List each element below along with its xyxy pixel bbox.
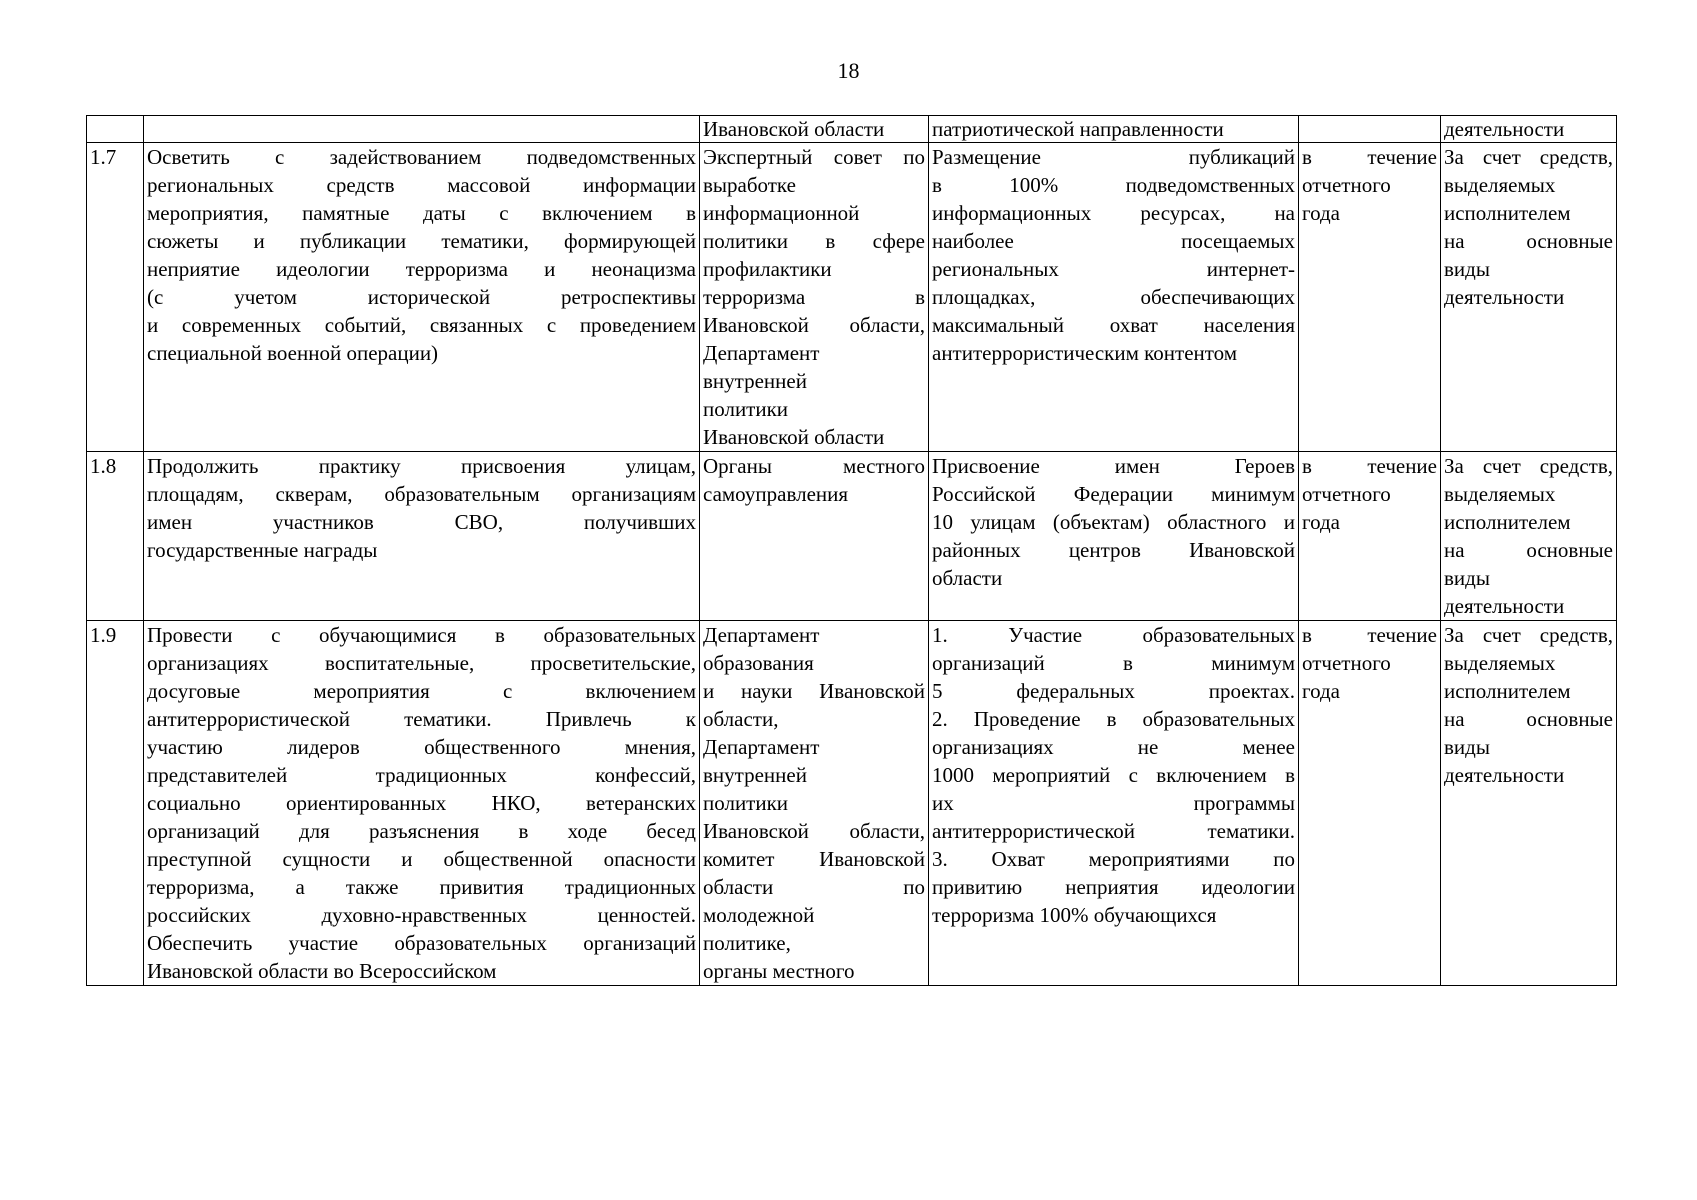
- text-line: отчетного: [1302, 482, 1391, 506]
- text-line: государственные награды: [147, 538, 378, 562]
- text-line: 1. Участие образовательных: [932, 623, 1295, 647]
- text-line: представителей традиционных конфессий,: [147, 763, 696, 787]
- text-line: Продолжить практику присвоения улицам,: [147, 454, 696, 478]
- cell-action: [144, 143, 700, 452]
- text-line: Ивановской области,: [703, 313, 925, 337]
- text-line: и современных событий, связанных с проведением: [147, 313, 696, 337]
- text-line: Департамент: [703, 341, 820, 365]
- text-line: Осветить с задействованием подведомственных: [147, 145, 696, 169]
- text-line: антитеррористической тематики.: [932, 819, 1295, 843]
- text-line: и науки Ивановской: [703, 679, 925, 703]
- cell-num: [87, 116, 144, 143]
- row-number: 1.8: [87, 452, 144, 621]
- cell-result: [929, 452, 1299, 621]
- text-line: организаций в минимум: [932, 651, 1295, 675]
- text-line: терроризма 100% обучающихся: [932, 903, 1217, 927]
- text-line: выработке: [703, 173, 796, 197]
- text-line: социально ориентированных НКО, ветеранских: [147, 791, 696, 815]
- text-line: информационной: [703, 201, 860, 225]
- text-line: информационных ресурсах, на: [932, 201, 1295, 225]
- text-line: 3. Охват мероприятиями по: [932, 847, 1295, 871]
- text-line: Присвоение имен Героев: [932, 454, 1295, 478]
- text-line: профилактики: [703, 257, 832, 281]
- text-line: За счет средств,: [1444, 623, 1613, 647]
- text-line: деятельности: [1444, 285, 1565, 309]
- cell-deadline: [1299, 143, 1441, 452]
- text-line: Департамент: [703, 623, 820, 647]
- cell-responsible: Ивановской области: [700, 116, 929, 143]
- text-line: комитет Ивановской: [703, 847, 925, 871]
- text-line: 10 улицам (объектам) областного и: [932, 510, 1295, 534]
- text-line: 5 федеральных проектах.: [932, 679, 1295, 703]
- text-line: виды: [1444, 735, 1490, 759]
- text-line: в течение: [1302, 454, 1437, 478]
- text-line: в течение: [1302, 145, 1437, 169]
- text-line: 1000 мероприятий с включением в: [932, 763, 1295, 787]
- table-row: [87, 143, 1617, 452]
- text-line: российских духовно-нравственных ценностей.: [147, 903, 696, 927]
- table-row: [87, 621, 1617, 986]
- text-line: (с учетом исторической ретроспективы: [147, 285, 696, 309]
- text-line: исполнителем: [1444, 201, 1571, 225]
- text-line: мероприятия, памятные даты с включением в: [147, 201, 696, 225]
- text-line: года: [1302, 679, 1340, 703]
- text-line: региональных средств массовой информации: [147, 173, 696, 197]
- cell-result: [929, 621, 1299, 986]
- text-line: региональных интернет-: [932, 257, 1295, 281]
- action-plan-table: [86, 115, 1617, 986]
- text-line: площадках, обеспечивающих: [932, 285, 1295, 309]
- text-line: политики в сфере: [703, 229, 925, 253]
- text-line: За счет средств,: [1444, 145, 1613, 169]
- cell-responsible: [700, 621, 929, 986]
- text-line: в 100% подведомственных: [932, 173, 1295, 197]
- text-line: внутренней: [703, 369, 807, 393]
- text-line: области,: [703, 707, 779, 731]
- text-line: 2. Проведение в образовательных: [932, 707, 1295, 731]
- text-line: выделяемых: [1444, 173, 1556, 197]
- text-line: Провести с обучающимися в образовательных: [147, 623, 696, 647]
- page-number: 18: [837, 58, 860, 83]
- text-line: выделяемых: [1444, 651, 1556, 675]
- text-line: их программы: [932, 791, 1295, 815]
- text-line: на основные: [1444, 538, 1613, 562]
- cell-deadline: [1299, 621, 1441, 986]
- text-line: в течение: [1302, 623, 1437, 647]
- cell-responsible: [700, 452, 929, 621]
- text-line: терроризма, а также привития традиционных: [147, 875, 696, 899]
- text-line: имен участников СВО, получивших: [147, 510, 696, 534]
- table-row: [87, 452, 1617, 621]
- cell-deadline: [1299, 452, 1441, 621]
- text-line: Обеспечить участие образовательных организаций: [147, 931, 696, 955]
- text-line: года: [1302, 510, 1340, 534]
- text-line: организациях не менее: [932, 735, 1295, 759]
- text-line: Российской Федерации минимум: [932, 482, 1295, 506]
- cell-responsible: [700, 143, 929, 452]
- text-line: Органы местного: [703, 454, 925, 478]
- text-line: наиболее посещаемых: [932, 229, 1295, 253]
- text-line: исполнителем: [1444, 679, 1571, 703]
- text-line: участию лидеров общественного мнения,: [147, 735, 696, 759]
- text-line: виды: [1444, 566, 1490, 590]
- table-row-continuation: [87, 116, 1617, 143]
- cell-result: [929, 143, 1299, 452]
- text-line: терроризма в: [703, 285, 925, 309]
- cell-funding: [1441, 621, 1617, 986]
- text-line: антитеррористическим контентом: [932, 341, 1238, 365]
- text-line: отчетного: [1302, 651, 1391, 675]
- text-line: выделяемых: [1444, 482, 1556, 506]
- text-line: Экспертный совет по: [703, 145, 925, 169]
- text-line: деятельности: [1444, 594, 1565, 618]
- text-line: площадям, скверам, образовательным организациям: [147, 482, 696, 506]
- cell-funding: деятельности: [1441, 116, 1617, 143]
- text-line: районных центров Ивановской: [932, 538, 1295, 562]
- text-line: Департамент: [703, 735, 820, 759]
- cell-action: [144, 621, 700, 986]
- row-number: 1.9: [87, 621, 144, 986]
- text-line: привитию неприятия идеологии: [932, 875, 1295, 899]
- text-line: на основные: [1444, 229, 1613, 253]
- text-line: организаций для разъяснения в ходе бесед: [147, 819, 696, 843]
- cell-result: патриотической направленности: [929, 116, 1299, 143]
- text-line: Размещение публикаций: [932, 145, 1295, 169]
- text-line: Ивановской области: [703, 425, 885, 449]
- text-line: неприятие идеологии терроризма и неонацизма: [147, 257, 696, 281]
- text-line: политики: [703, 397, 789, 421]
- text-line: специальной военной операции): [147, 341, 439, 365]
- text-line: области по: [703, 875, 925, 899]
- text-line: антитеррористической тематики. Привлечь к: [147, 707, 696, 731]
- cell-funding: [1441, 452, 1617, 621]
- text-line: Ивановской области во Всероссийском: [147, 959, 497, 983]
- text-line: досуговые мероприятия с включением: [147, 679, 696, 703]
- cell-action: [144, 452, 700, 621]
- cell-funding: [1441, 143, 1617, 452]
- text-line: образования: [703, 651, 814, 675]
- cell-action: [144, 116, 700, 143]
- text-line: За счет средств,: [1444, 454, 1613, 478]
- text-line: молодежной: [703, 903, 815, 927]
- text-line: самоуправления: [703, 482, 849, 506]
- text-line: на основные: [1444, 707, 1613, 731]
- text-line: отчетного: [1302, 173, 1391, 197]
- text-line: политике,: [703, 931, 791, 955]
- text-line: политики: [703, 791, 789, 815]
- text-line: виды: [1444, 257, 1490, 281]
- text-line: органы местного: [703, 959, 855, 983]
- text-line: года: [1302, 201, 1340, 225]
- text-line: сюжеты и публикации тематики, формирующей: [147, 229, 696, 253]
- text-line: преступной сущности и общественной опасности: [147, 847, 696, 871]
- text-line: исполнителем: [1444, 510, 1571, 534]
- text-line: области: [932, 566, 1003, 590]
- text-line: организациях воспитательные, просветительские,: [147, 651, 696, 675]
- row-number: 1.7: [87, 143, 144, 452]
- text-line: максимальный охват населения: [932, 313, 1295, 337]
- text-line: Ивановской области,: [703, 819, 925, 843]
- text-line: внутренней: [703, 763, 807, 787]
- cell-deadline: [1299, 116, 1441, 143]
- text-line: деятельности: [1444, 763, 1565, 787]
